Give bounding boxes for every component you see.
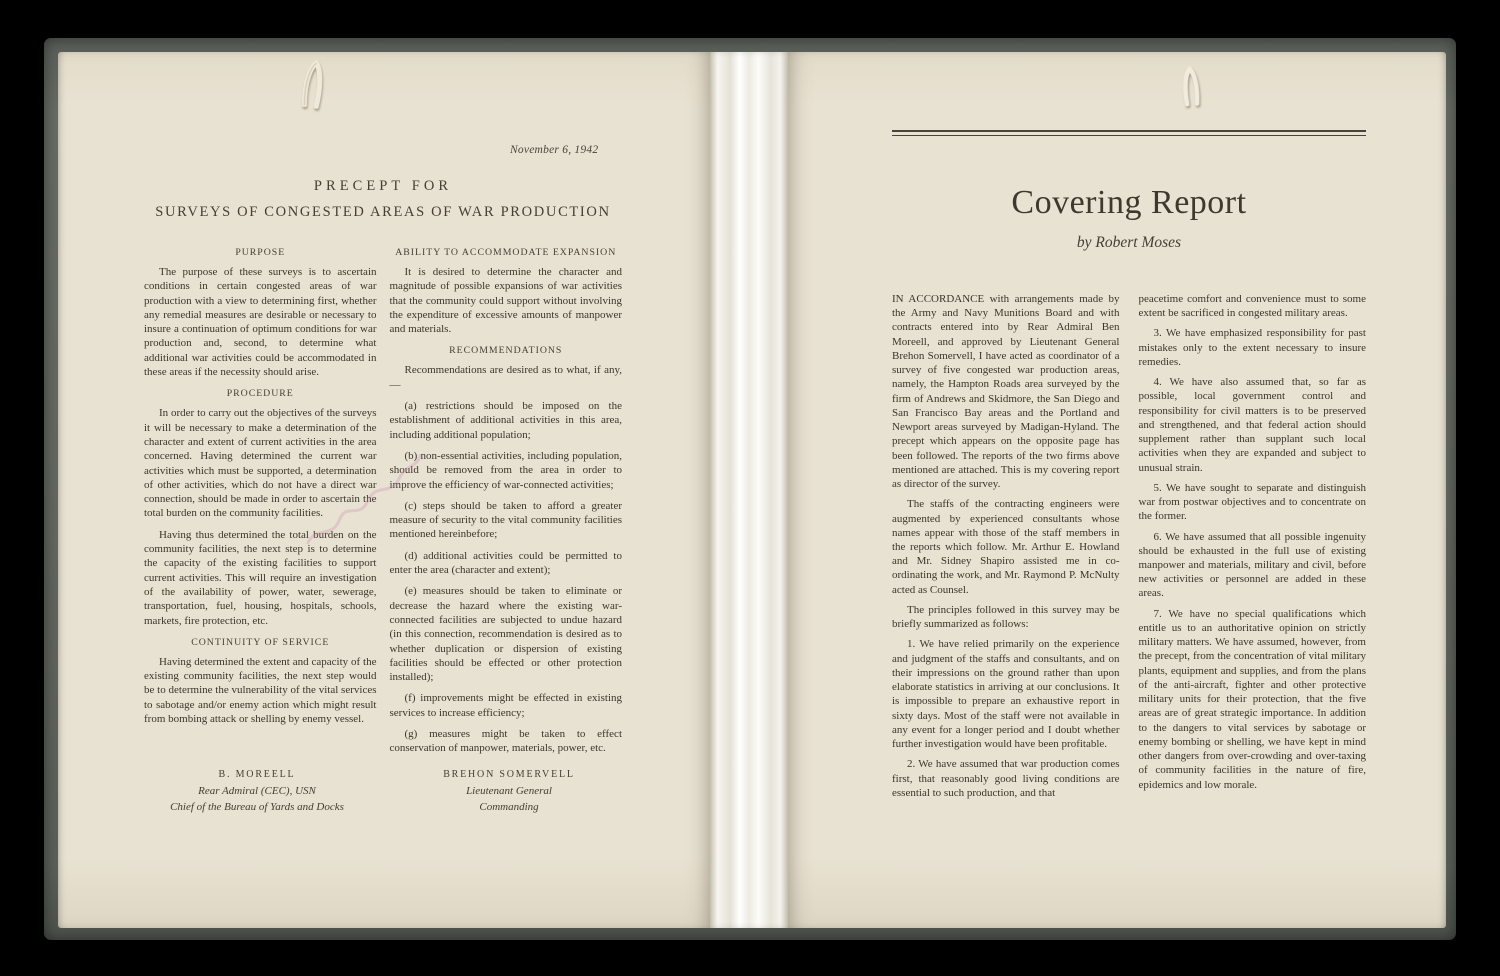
document-section (390, 345, 623, 755)
signature-title: Chief of the Bureau of Yards and Docks (170, 801, 344, 814)
right-page-columns (892, 292, 1366, 806)
page-spine (710, 52, 788, 928)
signature-name: BREHON SOMERVELL (443, 769, 575, 781)
paragraph: The staffs of the contracting engineers were augmented by experienced consultants whose names appear with those of the staff members in the reports which follow. Mr. Arthur E. Howland and Mr. Sidney Shapiro assisted me in co-ordinating the work, and Mr. Raymond P. McNulty acted as Counsel. (892, 498, 1120, 596)
paragraph: Having thus determined the total burden on the community facilities, the next step is to determine the capacity of the existing facilities to support current activities. This will require an investigation of the availability of power, water, sewerage, transportation, fuel, housing, hospitals, schools, markets, fire protection, etc. (144, 528, 377, 627)
paragraph: In order to carry out the objectives of the surveys it will be necessary to make a determination of the character and extent of current activities in the area concerned. Having determined the current war activities which must be supported, a determination of other activities, which do not have a direct war connection, should be made in order to ascertain the total burden on the community facilities. (144, 407, 377, 520)
date-line: November 6, 1942 (510, 144, 599, 156)
signature-block (409, 769, 609, 816)
paragraph: 4. We have also assumed that, so far as possible, local government control and responsibility for civil matters is to be preserved and strengthened, and that federal action should supplement rather than supplant such local activities when they are expanded and subject to unusual strain. (1138, 376, 1366, 474)
signature-area (144, 769, 622, 816)
paragraph: (f) improvements might be effected in existing services to increase efficiency; (389, 692, 622, 719)
report-title: Covering Report (1011, 184, 1247, 221)
section-heading: CONTINUITY OF SERVICE (191, 636, 330, 648)
right-page (788, 52, 1446, 928)
precept-title-line1: PRECEPT FOR (313, 178, 453, 194)
paragraph: (a) restrictions should be imposed on the establishment of additional activities in this area, including additional population; (389, 400, 622, 441)
precept-title-line2: SURVEYS OF CONGESTED AREAS OF WAR PRODUCTION (155, 204, 611, 220)
paragraph: IN ACCORDANCE with arrangements made by the Army and Navy Munitions Board and with contracts entered into by Rear Admiral Ben Moreell, and approved by Lieutenant General Brehon Somervell, I have acted as coordinator of a survey of five congested war production areas, namely, the Hampton Roads area surveyed by the firm of Andrews and Skidmore, the San Diego and San Francisco Bay areas and the Portland and Newport areas surveyed by Madigan-Hyland. The precept which appears on the opposite page has been followed. The reports of the two firms above mentioned are attached. This is my covering report as director of the survey. (892, 293, 1120, 491)
paragraph: (b) non-essential activities, including population, should be removed from the area in order to improve the efficiency of war-connected activities; (389, 449, 622, 491)
paragraph: peacetime comfort and convenience must to some extent be sacrificed in congested military areas. (1138, 293, 1366, 320)
section-heading: PROCEDURE (226, 388, 294, 400)
paragraph: 1. We have relied primarily on the experience and judgment of the staffs and consultants, and on their impressions on the ground rather than upon elaborate statistics in arriving at our conclusions. It is impossible to prepare an exhaustive report in sixty days. Most of the staff were not available in any event for a longer period and I doubt whether further investigation would have been profitable. (892, 638, 1120, 751)
signature-title: Commanding (479, 801, 539, 814)
paragraph: (e) measures should be taken to eliminate or decrease the hazard where the existing war-connected facilities are subjected to undue hazard (in this connection, recommendation is desired as to whether duplication or dispersion of existing facilities should be effected or other protection installed); (389, 585, 622, 684)
signature-title: Lieutenant General (466, 785, 552, 798)
open-book (58, 52, 1446, 928)
right-page-column-1 (892, 292, 1120, 806)
report-byline: by Robert Moses (1076, 234, 1182, 251)
paragraph: 7. We have no special qualifications which entitle us to an authoritative opinion on strictly military matters. We have assumed, however, from the precept, from the concentration of vital military plants, equipment and supplies, and from the plans of the anti-aircraft, fighter and other protective military units for their protection, that the five areas are of great strategic importance. In addition to the dangers to vital services by sabotage or enemy bombing or shelling, we have kept in mind other dangers from over-crowding and over-taxing of community facilities in the nature of fire, epidemics and low morale. (1138, 607, 1366, 791)
paragraph: (c) steps should be taken to afford a greater measure of security to the vital community facilities mentioned hereinbefore; (389, 499, 622, 541)
paragraph: 2. We have assumed that war production comes first, that reasonably good living conditions are essential to such production, and that (892, 758, 1120, 799)
signature-block (157, 769, 357, 816)
paragraph: Having determined the extent and capacity of the existing community facilities, the next step would be to determine the vulnerability of the vital services to sabotage and/or enemy action which might result from bombing attack or shelling by enemy vessel. (144, 655, 377, 726)
paragraph: (d) additional activities could be permitted to enter the area (character and extent); (389, 549, 622, 577)
document-section (144, 637, 377, 726)
signature-title: Rear Admiral (CEC), USN (198, 785, 316, 798)
section-heading: RECOMMENDATIONS (449, 345, 563, 357)
document-section (390, 247, 623, 336)
section-heading: ABILITY TO ACCOMMODATE EXPANSION (395, 247, 617, 258)
paragraph: The purpose of these surveys is to ascertain conditions in certain congested areas of war production with a view to determining first, whether any remedial measures are desirable or necessary to insure a continuation of optimum conditions for war production and, second, to determine what additional war activities could be accommodated in these areas if the necessity should arise. (144, 266, 377, 379)
document-section (144, 247, 377, 379)
paragraph: (g) measures might be taken to effect conservation of manpower, materials, power, etc. (389, 728, 622, 755)
section-heading: PURPOSE (235, 247, 286, 258)
paragraph: 3. We have emphasized responsibility for past mistakes only to the extent necessary to insure remedies. (1138, 327, 1366, 368)
paragraph: Recommendations are desired as to what, if any, — (389, 364, 622, 391)
double-rule (892, 130, 1366, 136)
paragraph: It is desired to determine the character and magnitude of possible expansions of war activities that the community could support without involving the expenditure of excessive amounts of manpower and materials. (389, 266, 622, 336)
precept-title (144, 178, 622, 221)
paragraph: 6. We have assumed that all possible ingenuity should be exhausted in the full use of existing manpower and materials, military and civil, before new activities or personnel are added in these areas. (1138, 530, 1366, 600)
right-page-content (788, 52, 1446, 928)
signature-name: B. MOREELL (218, 769, 296, 781)
paragraph: 5. We have sought to separate and distinguish war from postwar objectives and to concentrate on the former. (1138, 481, 1366, 523)
left-page (58, 52, 710, 928)
paragraph: The principles followed in this survey may be briefly summarized as follows: (892, 603, 1120, 631)
right-page-column-2 (1139, 292, 1367, 806)
